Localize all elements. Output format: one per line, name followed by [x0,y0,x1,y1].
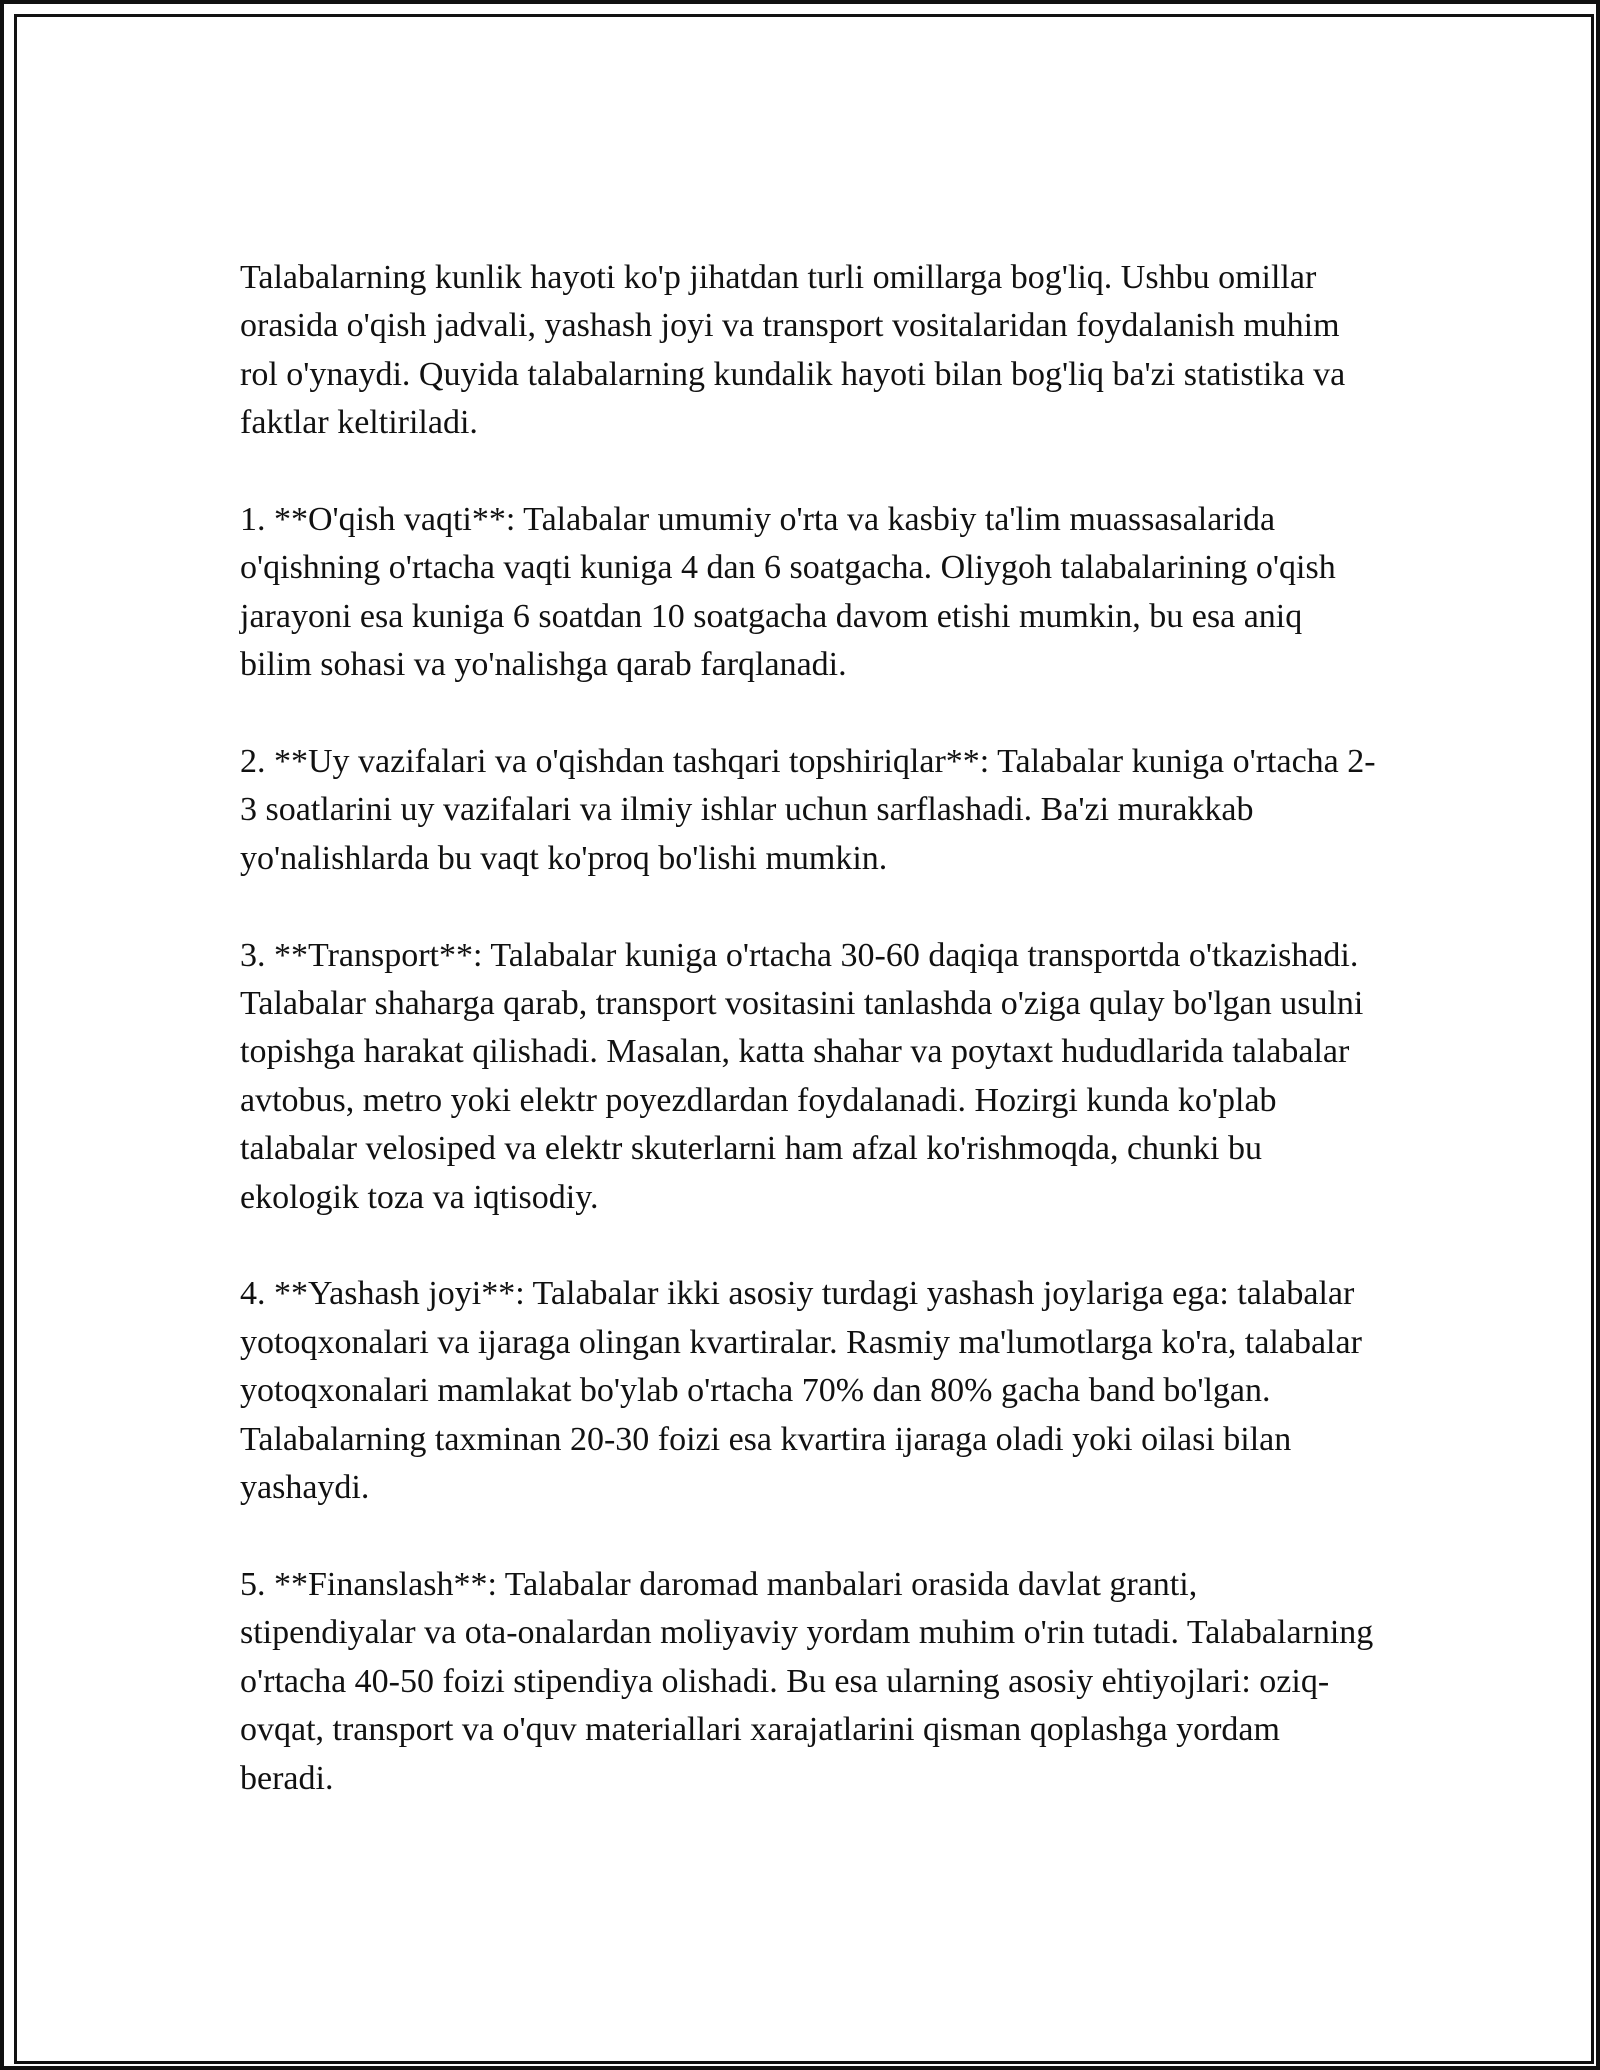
item-homework: 2. **Uy vazifalari va o'qishdan tashqari topshiriqlar**: Talabalar kuniga o'rtacha 2-3 soatlarini uy vazifalari va ilmiy ishlar uchun sarflashadi. Ba'zi murakkab yo'nalishlarda bu vaqt ko'proq bo'lishi mumkin. [240,743,1376,877]
item-housing: 4. **Yashash joyi**: Talabalar ikki asosiy turdagi yashash joylariga ega: talabalar yotoqxonalari va ijaraga olingan kvartiralar. Rasmiy ma'lumotlarga ko'ra, talabalar yotoqxonalari mamlakat bo'ylab o'rtacha 70% dan 80% gacha band bo'lgan. Talabalarning taxminan 20-30 foizi esa kvartira ijaraga oladi yoki oilasi bilan yashaydi. [240,1275,1362,1507]
item-financing: 5. **Finanslash**: Talabalar daromad manbalari orasida davlat granti, stipendiyalar va ota-onalardan moliyaviy yordam muhim o'rin tutadi. Talabalarning o'rtacha 40-50 foizi stipendiya olishadi. Bu esa ularning asosiy ehtiyojlari: oziq-ovqat, transport va o'quv materiallari xarajatlarini qisman qoplashga yordam beradi. [240,1565,1374,1797]
intro-paragraph: Talabalarning kunlik hayoti ko'p jihatdan turli omillarga bog'liq. Ushbu omillar orasida o'qish jadvali, yashash joyi va transport vositalaridan foydalanish muhim rol o'ynaydi. Quyida talabalarning kundalik hayoti bilan bog'liq ba'zi statistika va faktlar keltiriladi. [240,259,1346,442]
document-body [240,254,1380,1851]
item-study-time: 1. **O'qish vaqti**: Talabalar umumiy o'rta va kasbiy ta'lim muassasalarida o'qishning o'rtacha vaqti kuniga 4 dan 6 soatgacha. Oliygoh talabalarining o'qish jarayoni esa kuniga 6 soatdan 10 soatgacha davom etishi mumkin, bu esa aniq bilim sohasi va yo'nalishga qarab farqlanadi. [240,501,1336,684]
item-transport: 3. **Transport**: Talabalar kuniga o'rtacha 30-60 daqiqa transportda o'tkazishadi. Talabalar shaharga qarab, transport vositasini tanlashda o'ziga qulay bo'lgan usulni topishga harakat qilishadi. Masalan, katta shahar va poytaxt hududlarida talabalar avtobus, metro yoki elektr poyezdlardan foydalanadi. Hozirgi kunda ko'plab talabalar velosiped va elektr skuterlarni ham afzal ko'rishmoqda, chunki bu ekologik toza va iqtisodiy. [240,936,1364,1216]
